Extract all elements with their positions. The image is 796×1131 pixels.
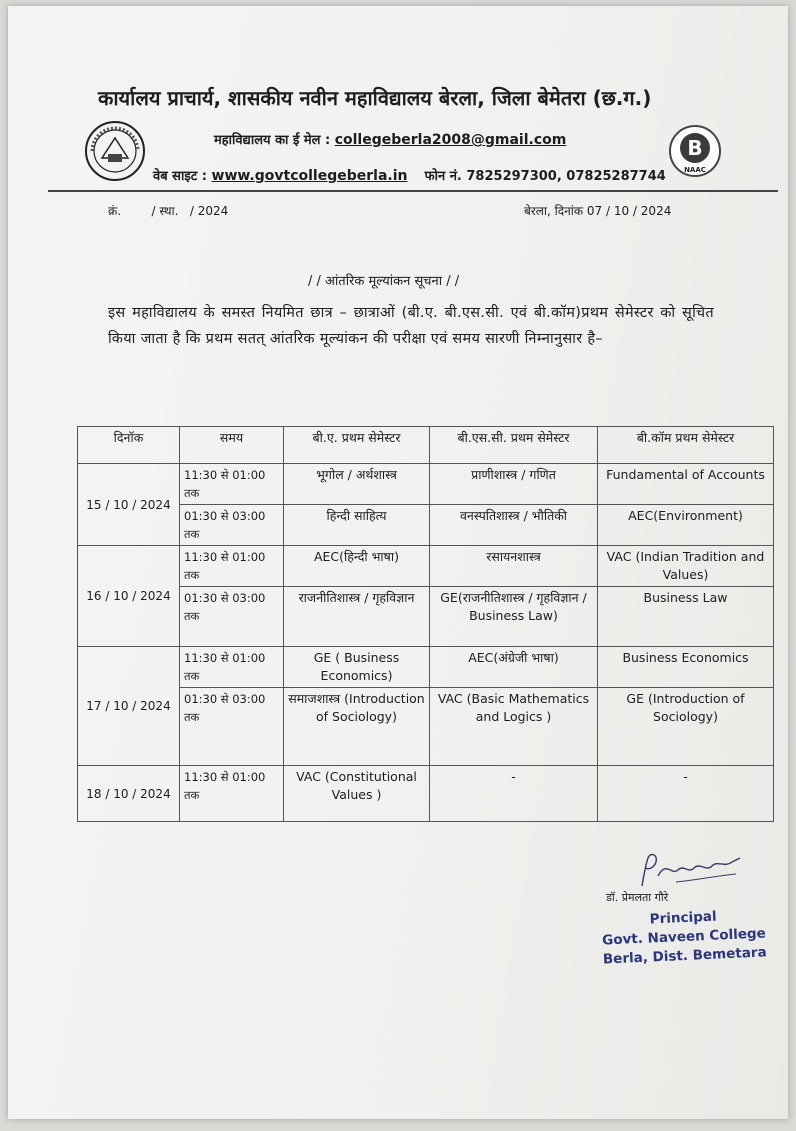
date-cell: 15 / 10 / 2024: [78, 464, 180, 546]
time-cell: 11:30 से 01:00 तक: [180, 464, 284, 505]
seal-line-place: Berla, Dist. Bemetara: [602, 944, 767, 968]
email-value[interactable]: collegeberla2008@gmail.com: [334, 132, 567, 148]
exam-schedule-table: [77, 426, 774, 822]
time-cell: 01:30 से 03:00 तक: [180, 688, 284, 766]
bsc-cell: AEC(अंग्रेजी भाषा): [430, 647, 598, 688]
time-cell: 01:30 से 03:00 तक: [180, 587, 284, 647]
table-header-row: [78, 427, 774, 464]
notice-body: इस महाविद्यालय के समस्त नियमित छात्र – छात्राओं (बी.ए. बी.एस.सी. एवं बी.कॉम)प्रथम सेमेस्टर को सूचित किया जाता है कि प्रथम सतत् आंतरिक मूल्यांकन की परीक्षा एवं समय सारणी निम्नानुसार है–: [108, 305, 714, 347]
ba-cell: भूगोल / अर्थशास्त्र: [284, 464, 430, 505]
table-row: [78, 688, 774, 766]
bcom-cell: Business Law: [598, 587, 774, 647]
header-bsc: बी.एस.सी. प्रथम सेमेस्टर: [430, 427, 598, 464]
phone-label: फोन नं.: [424, 169, 462, 184]
ba-cell: समाजशास्त्र (Introduction of Sociology): [284, 688, 430, 766]
reference-number: क्रं. / स्था. / 2024: [108, 204, 229, 218]
header-divider: [48, 190, 778, 192]
table-row: [78, 766, 774, 822]
bcom-cell: AEC(Environment): [598, 505, 774, 546]
notice-heading: / / आंतरिक मूल्यांकन सूचना / /: [308, 274, 460, 289]
time-cell: 11:30 से 01:00 तक: [180, 546, 284, 587]
seal-line-college: Govt. Naveen College: [601, 925, 767, 949]
bsc-cell: GE(राजनीतिशास्त्र / गृहविज्ञान / Business Law): [430, 587, 598, 647]
ba-cell: VAC (Constitutional Values ): [284, 766, 430, 822]
email-line: [214, 130, 566, 148]
bcom-cell: -: [598, 766, 774, 822]
naac-grade-icon: [668, 124, 722, 178]
bcom-cell: Fundamental of Accounts: [598, 464, 774, 505]
date-cell: 17 / 10 / 2024: [78, 647, 180, 766]
website-value[interactable]: www.govtcollegeberla.in: [211, 168, 408, 184]
college-emblem-icon: [84, 120, 146, 182]
notice-page: [8, 6, 788, 1119]
naac-text: NAAC: [684, 166, 706, 174]
phone-value: 7825297300, 07825287744: [466, 169, 666, 184]
table-row: [78, 546, 774, 587]
bcom-cell: GE (Introduction of Sociology): [598, 688, 774, 766]
header-time: समय: [180, 427, 284, 464]
header-bcom: बी.कॉम प्रथम सेमेस्टर: [598, 427, 774, 464]
bcom-cell: VAC (Indian Tradition and Values): [598, 546, 774, 587]
signature-icon: [636, 846, 746, 892]
bsc-cell: -: [430, 766, 598, 822]
header-ba: बी.ए. प्रथम सेमेस्टर: [284, 427, 430, 464]
header-date: दिनॉक: [78, 427, 180, 464]
table-row: [78, 647, 774, 688]
date-cell: 18 / 10 / 2024: [78, 766, 180, 822]
principal-seal: [593, 905, 775, 970]
date-cell: 16 / 10 / 2024: [78, 546, 180, 647]
website-label: वेब साइट :: [153, 169, 207, 184]
website-line: [153, 166, 666, 184]
notice-date: बेरला, दिनांक 07 / 10 / 2024: [524, 204, 672, 218]
ba-cell: हिन्दी साहित्य: [284, 505, 430, 546]
ba-cell: राजनीतिशास्त्र / गृहविज्ञान: [284, 587, 430, 647]
time-cell: 11:30 से 01:00 तक: [180, 766, 284, 822]
bsc-cell: वनस्पतिशास्त्र / भौतिकी: [430, 505, 598, 546]
ba-cell: GE ( Business Economics): [284, 647, 430, 688]
college-title: कार्यालय प्राचार्य, शासकीय नवीन महाविद्यालय बेरला, जिला बेमेतरा (छ.ग.): [98, 86, 652, 110]
table-row: [78, 587, 774, 647]
email-label: महाविद्यालय का ई मेल :: [214, 133, 331, 148]
ba-cell: AEC(हिन्दी भाषा): [284, 546, 430, 587]
bsc-cell: रसायनशास्त्र: [430, 546, 598, 587]
seal-line-title: Principal: [649, 908, 717, 928]
signatory-name: डॉ. प्रेमलता गौरे: [606, 891, 669, 904]
bcom-cell: Business Economics: [598, 647, 774, 688]
naac-grade: B: [687, 136, 703, 160]
time-cell: 11:30 से 01:00 तक: [180, 647, 284, 688]
bsc-cell: VAC (Basic Mathematics and Logics ): [430, 688, 598, 766]
table-row: [78, 464, 774, 505]
time-cell: 01:30 से 03:00 तक: [180, 505, 284, 546]
table-row: [78, 505, 774, 546]
bsc-cell: प्राणीशास्त्र / गणित: [430, 464, 598, 505]
